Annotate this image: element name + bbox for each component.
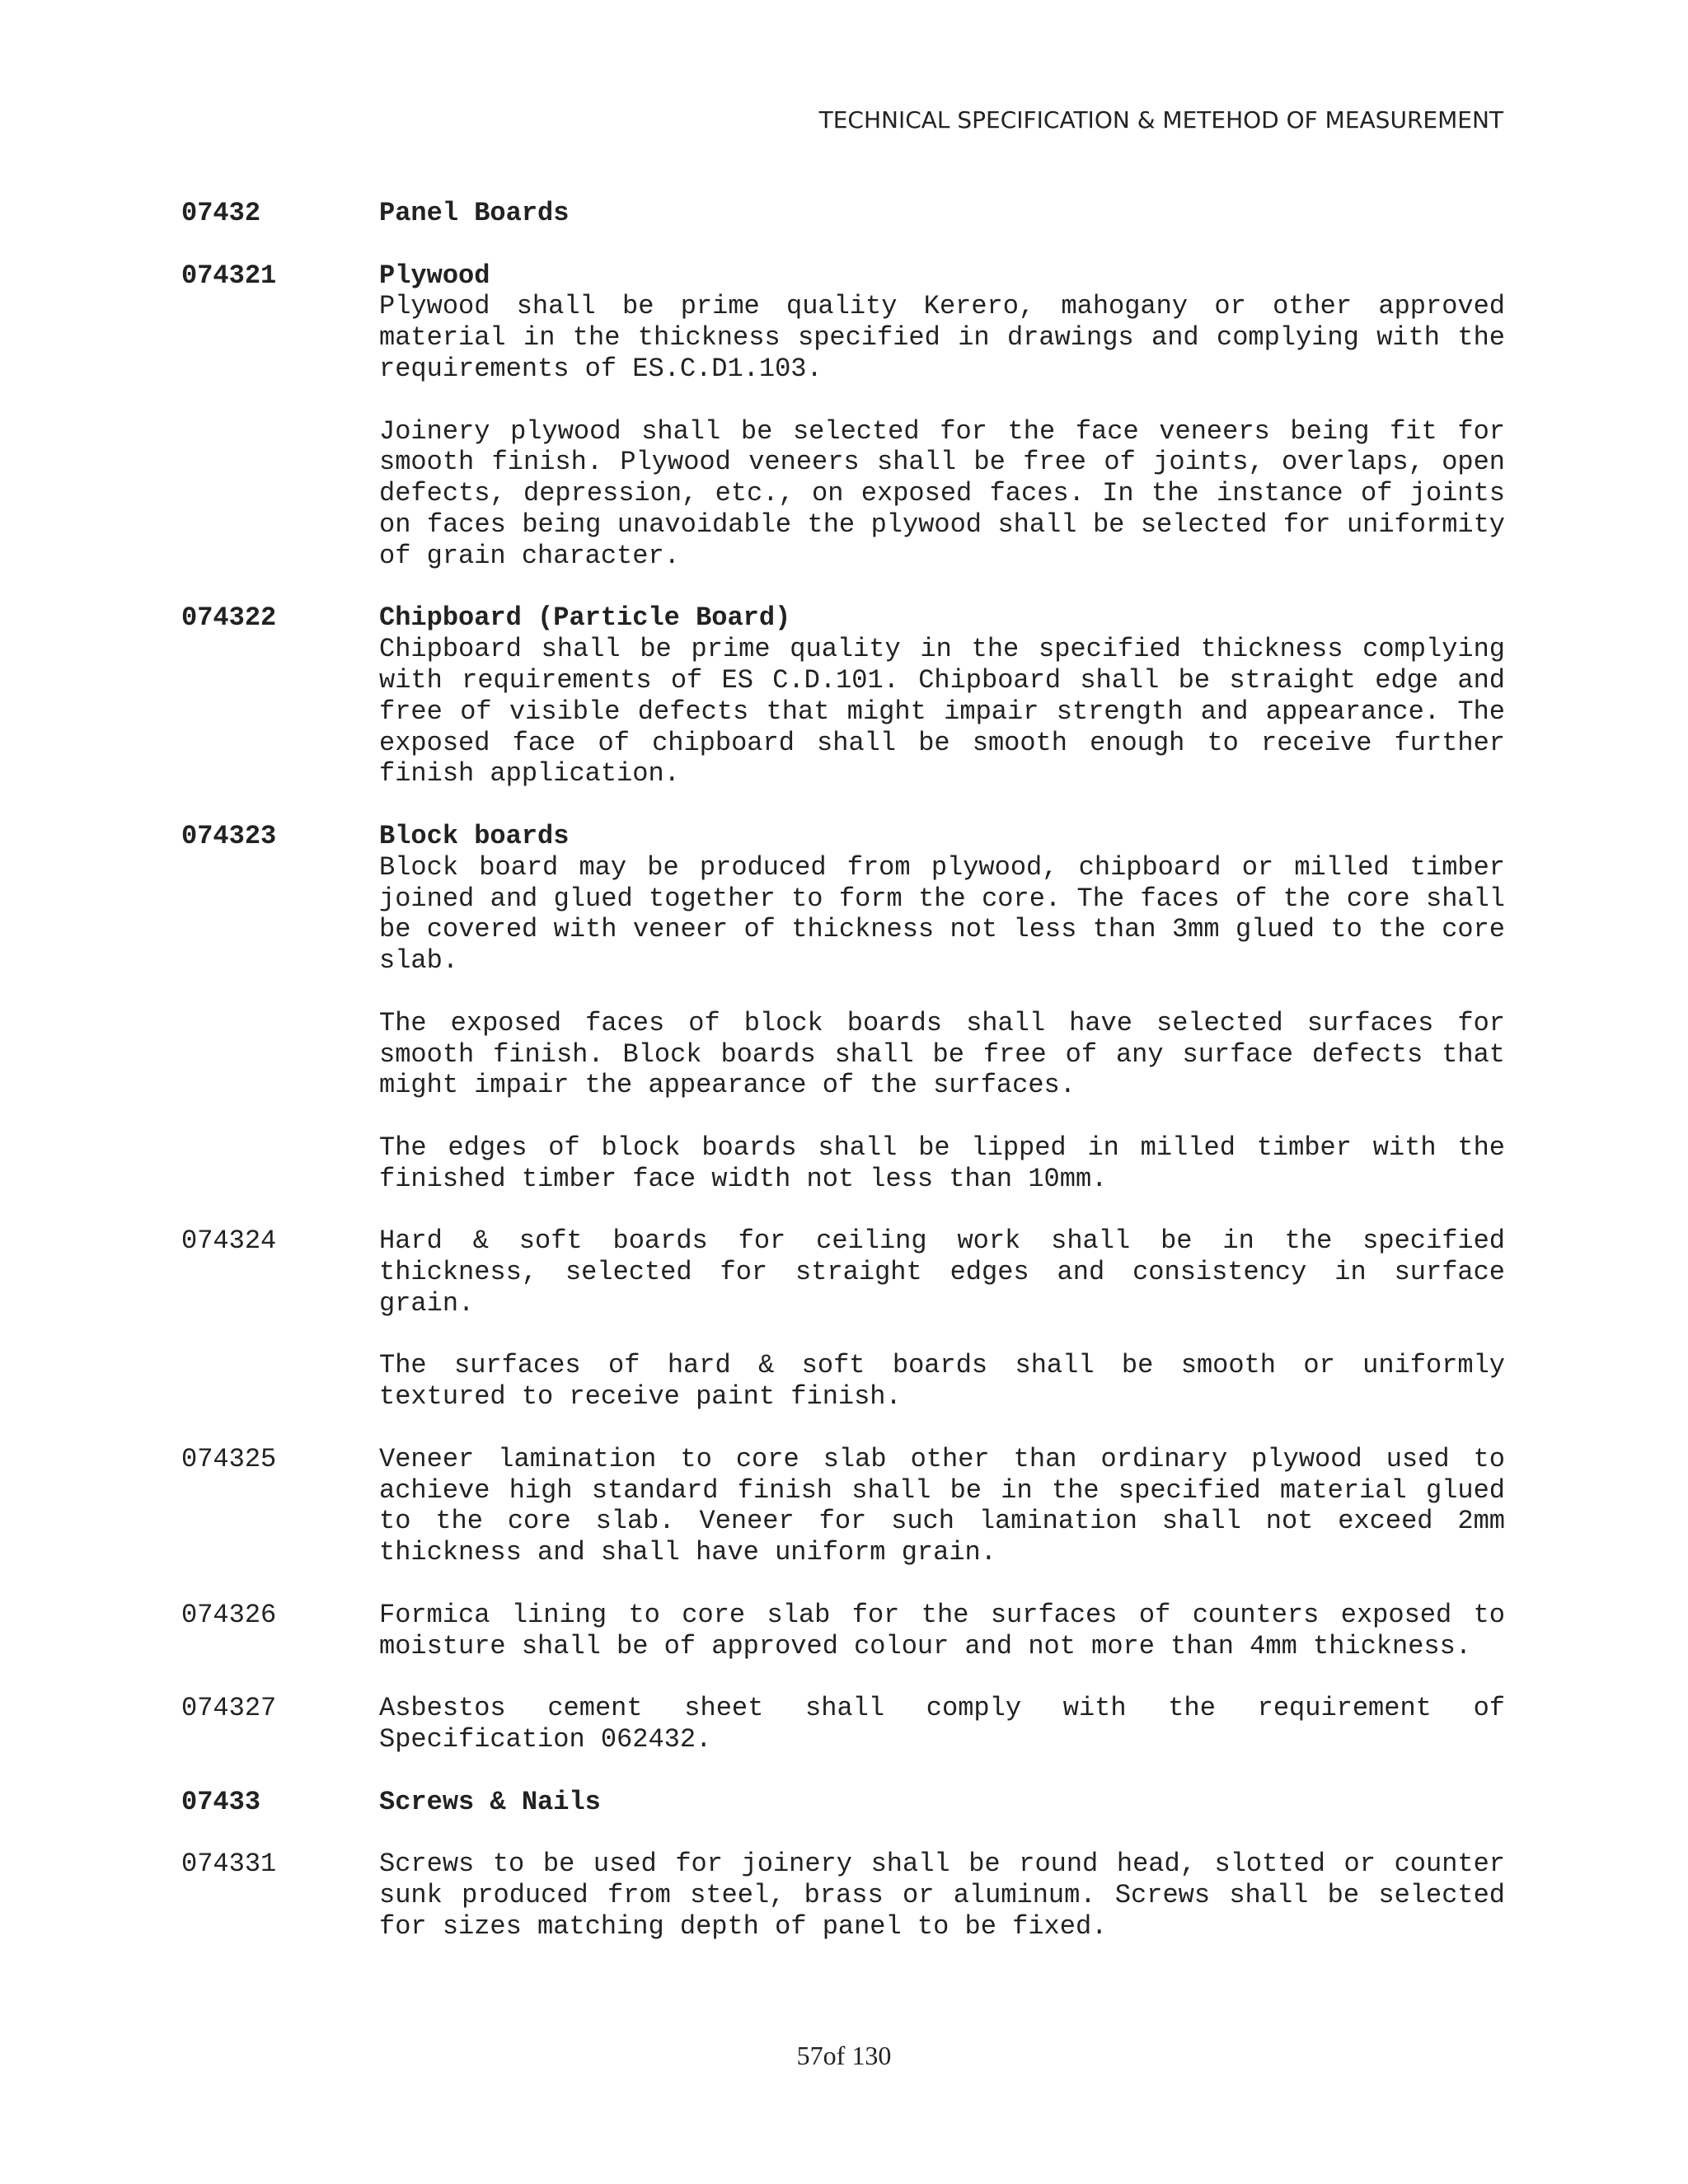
page-header: TECHNICAL SPECIFICATION & METEHOD OF MEASUREMENT [818,106,1503,134]
paragraph: Hard & soft boards for ceiling work shall be in the specified thickness, selected for straight edges and consistency in surface grain. [379,1226,1505,1319]
spacer [181,1661,1505,1693]
spacer [181,1413,1505,1444]
section-number: 074325 [181,1443,277,1474]
section-number: 074321 [181,260,277,291]
section-title: Chipboard (Particle Board) [379,602,791,634]
spacer [181,572,1505,603]
section-number: 074324 [181,1226,277,1257]
section-074327 [181,1693,1505,1755]
spacer [181,790,1505,821]
spacer [181,1755,1505,1787]
paragraph: The edges of block boards shall be lipped in milled timber with the finished timber face width not less than 10mm. [379,1132,1505,1194]
paragraph: The surfaces of hard & soft boards shall be smooth or uniformly textured to receive paint finish. [379,1350,1505,1413]
paragraph: Veneer lamination to core slab other than ordinary plywood used to achieve high standard finish shall be in the specified material glued to the core slab. Veneer for such lamination shall not exceed 2mm thickness and shall have uniform grain. [379,1443,1505,1568]
paragraph: Screws to be used for joinery shall be round head, slotted or counter sunk produced from steel, brass or aluminum. Screws shall be selected for sizes matching depth of panel to be fixed. [379,1849,1505,1942]
section-074326 [181,1600,1505,1662]
section-07433 [181,1787,1505,1818]
section-title: Screws & Nails [379,1786,601,1817]
section-number: 074323 [181,820,277,851]
paragraph: Formica lining to core slab for the surfaces of counters exposed to moisture shall be of approved colour and not more than 4mm thickness. [379,1599,1505,1661]
section-number: 07433 [181,1786,261,1817]
section-number: 074327 [181,1693,277,1724]
spacer [181,1568,1505,1600]
paragraph: Chipboard shall be prime quality in the specified thickness complying with requirements of ES C.D.101. Chipboard shall be straight edge and free of visible defects that might impair strength and appearance. The exposed face of chipboard shall be smooth enough to receive further finish application. [379,634,1505,790]
section-number: 074326 [181,1599,277,1630]
section-074322 [181,602,1505,790]
section-number: 07432 [181,198,261,228]
paragraph: Plywood shall be prime quality Kerero, mahogany or other approved material in the thickness specified in drawings and complying with the requirements of ES.C.D1.103. [379,291,1505,384]
section-number: 074322 [181,602,277,634]
section-074323 [181,821,1505,1195]
spacer [181,1195,1505,1226]
section-074324 [181,1226,1505,1413]
section-title: Plywood [379,260,490,291]
section-title: Block boards [379,820,570,851]
section-074331 [181,1849,1505,1942]
spacer [181,229,1505,260]
section-074325 [181,1444,1505,1568]
section-number: 074331 [181,1849,277,1880]
spacer [181,1817,1505,1849]
page-number: 57of 130 [796,2041,892,2070]
section-074321 [181,260,1505,572]
paragraph: The exposed faces of block boards shall have selected surfaces for smooth finish. Block boards shall be free of any surface defects that might impair the appearance of the surfaces. [379,1007,1505,1101]
document-body [181,198,1505,1943]
section-07432 [181,198,1505,229]
paragraph: Asbestos cement sheet shall comply with the requirement of Specification 062432. [379,1693,1505,1755]
paragraph: Joinery plywood shall be selected for the face veneers being fit for smooth finish. Plywood veneers shall be free of joints, overlaps, open defects, depression, etc., on exposed faces. In the instance of joints on faces being unavoidable the plywood shall be selected for uniformity of grain character. [379,415,1505,571]
section-title: Panel Boards [379,198,570,228]
paragraph: Block board may be produced from plywood, chipboard or milled timber joined and glued together to form the core. The faces of the core shall be covered with veneer of thickness not less than 3mm glued to the core slab. [379,851,1505,977]
